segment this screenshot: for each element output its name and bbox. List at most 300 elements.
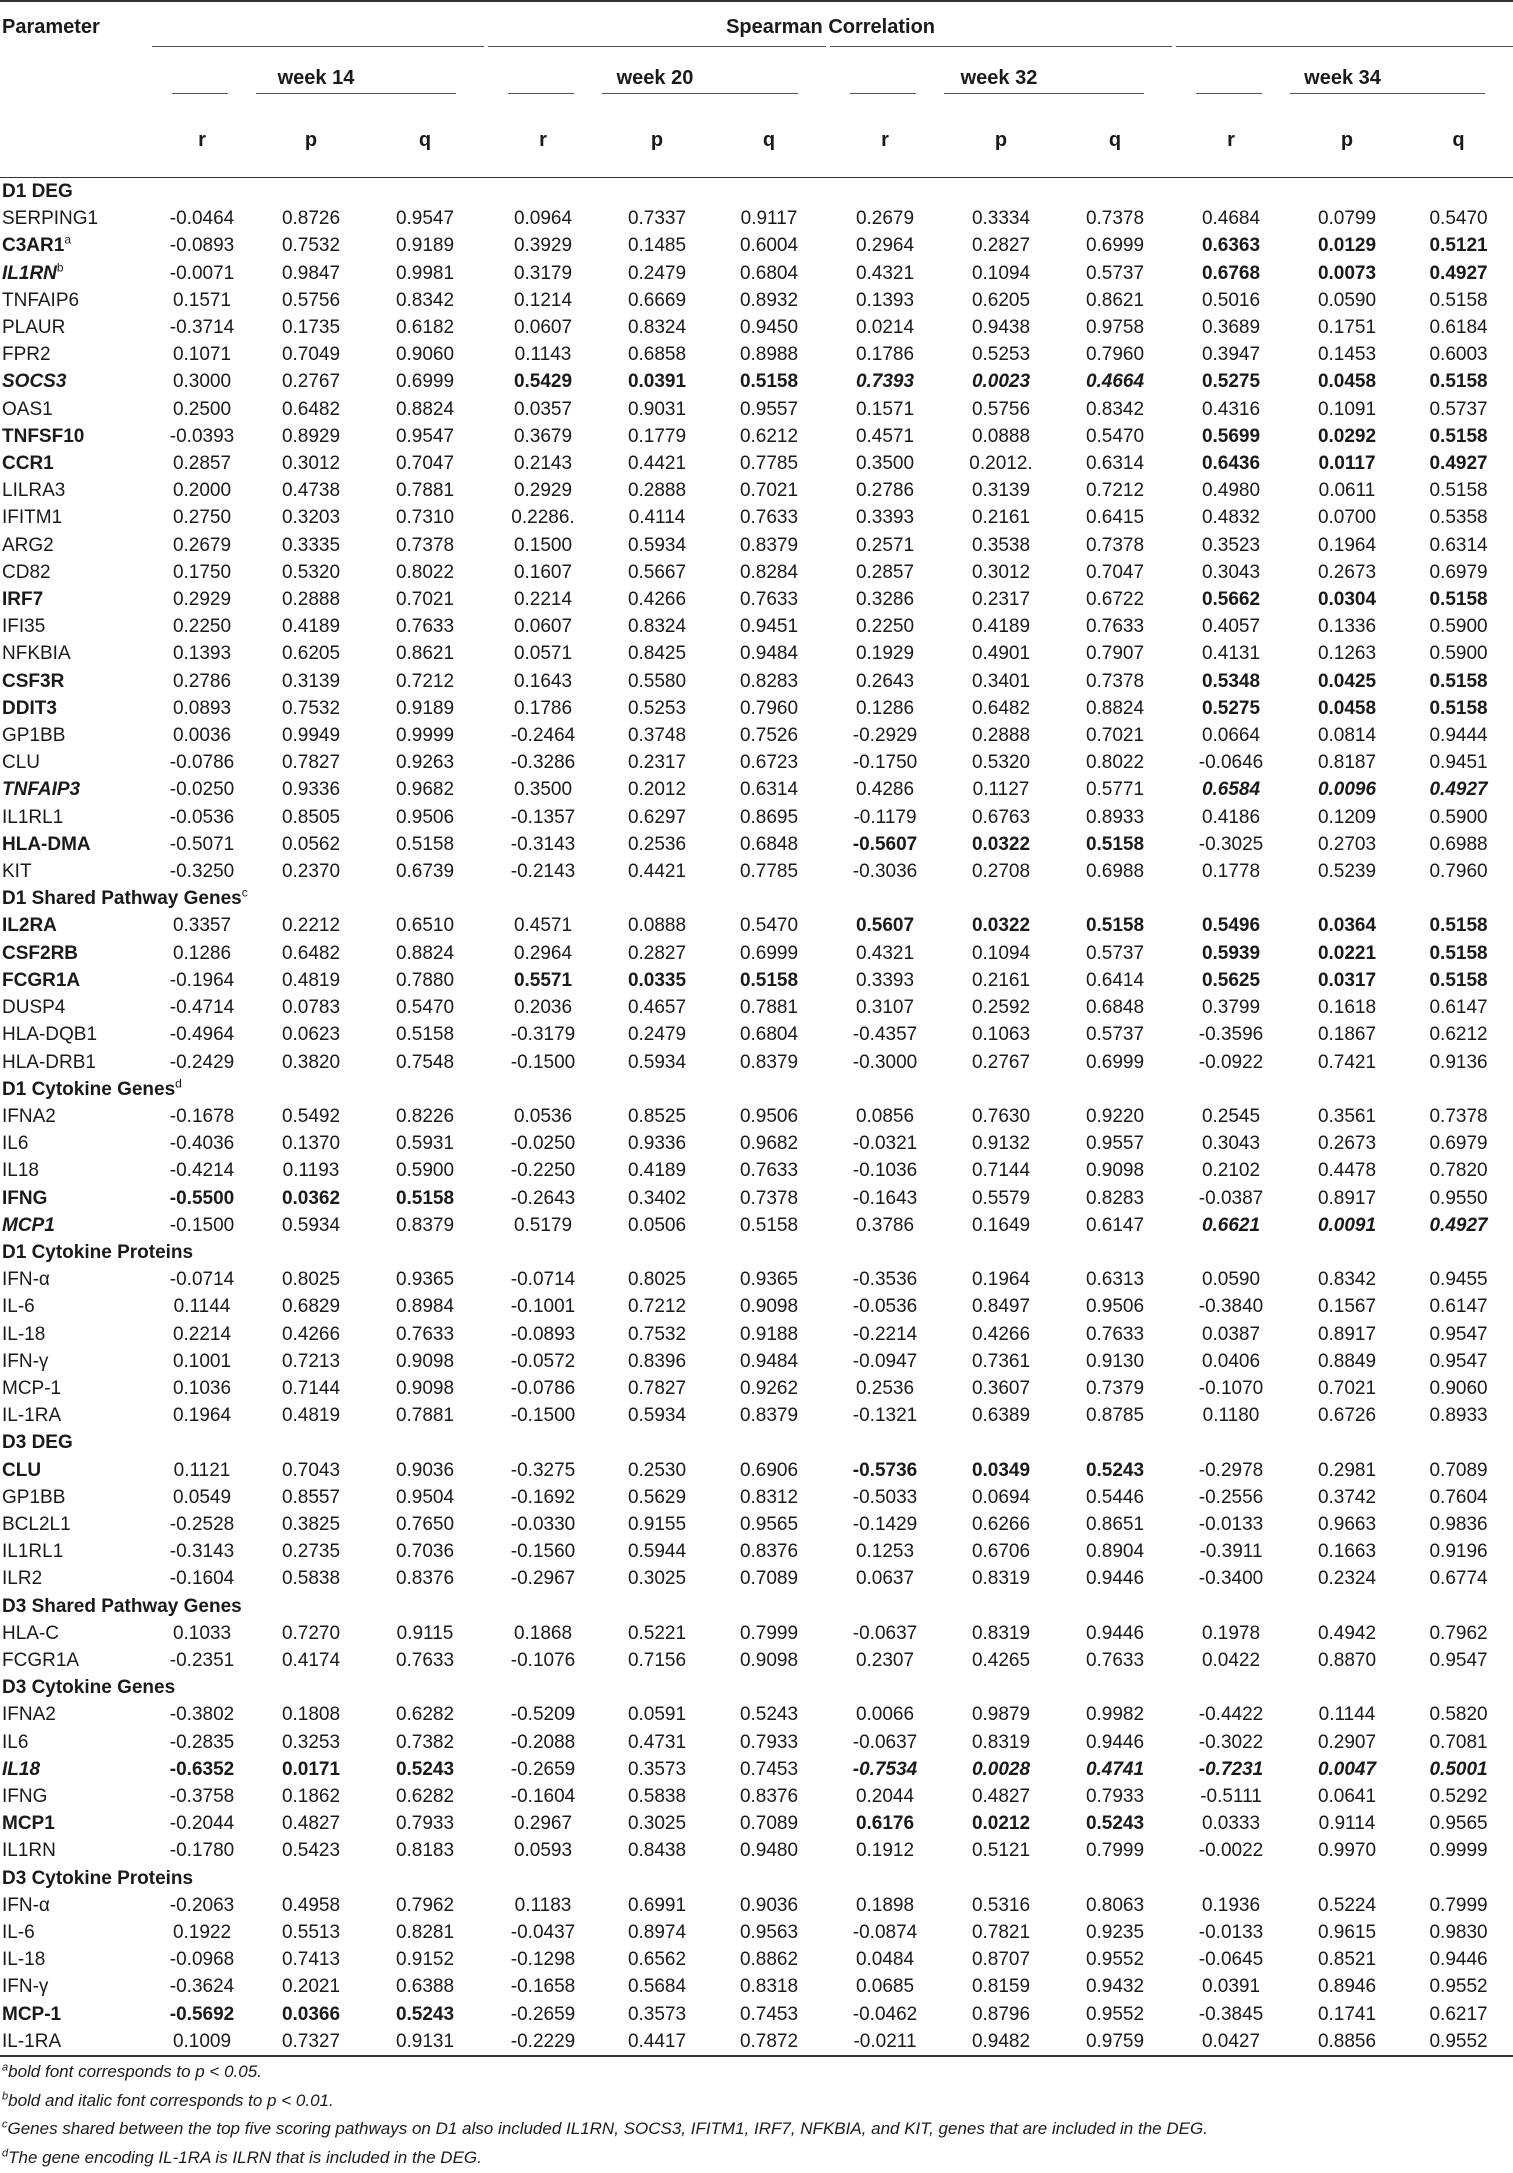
value-cell: -0.2556 (1198, 1486, 1264, 1508)
value-cell: 0.5158 (739, 969, 799, 991)
value-cell: 0.8022 (1085, 752, 1145, 774)
value-cell: -0.7534 (852, 1758, 918, 1780)
value-cell: 0.8379 (739, 1051, 799, 1073)
value-cell: 0.7036 (395, 1541, 455, 1563)
value-cell: -0.3802 (169, 1704, 235, 1726)
table-row (0, 749, 1513, 776)
value-cell: 0.7379 (1085, 1377, 1145, 1399)
week-header: week 32 (826, 52, 1172, 103)
value-cell: 0.6147 (1429, 1296, 1488, 1318)
value-cell: 0.7821 (971, 1922, 1031, 1943)
value-cell: -0.0874 (852, 1922, 918, 1943)
value-cell: 0.5900 (1429, 616, 1488, 638)
value-cell: 0.5934 (627, 1051, 687, 1073)
value-cell: 0.7213 (281, 1350, 341, 1372)
value-cell: -0.1298 (510, 1949, 576, 1971)
value-cell: -0.0211 (826, 2028, 944, 2056)
value-cell: 0.8283 (1085, 1187, 1145, 1209)
value-cell: 0.0322 (971, 915, 1031, 937)
parameter-name: ILR2 (2, 1568, 43, 1590)
value-cell: -0.4357 (852, 1024, 918, 1046)
value-cell: 0.9482 (944, 2028, 1058, 2056)
section-heading-row (0, 1076, 1513, 1103)
parameter-name: IFN-α (2, 1894, 50, 1916)
value-cell: 0.8796 (971, 2003, 1031, 2025)
parameter-name: IFNG (2, 1785, 48, 1807)
value-cell: 0.8824 (395, 942, 455, 964)
value-cell: 0.2673 (1317, 1133, 1377, 1155)
value-cell: -0.1001 (510, 1296, 576, 1318)
value-cell: 0.1393 (172, 643, 232, 665)
value-cell: 0.0023 (971, 371, 1031, 393)
value-cell: -0.0071 (169, 262, 235, 284)
table-row (0, 2028, 1513, 2056)
value-cell: 0.2536 (627, 833, 687, 855)
value-cell: 0.1808 (281, 1704, 341, 1726)
value-cell: 0.9970 (1317, 1840, 1377, 1862)
value-cell: -0.7231 (1198, 1758, 1264, 1780)
value-cell: 0.9132 (971, 1133, 1031, 1155)
parameter-name: IL-1RA (0, 2028, 148, 2056)
value-cell: 0.8281 (395, 1922, 455, 1943)
table-row (0, 1919, 1513, 1946)
value-cell: 0.6297 (627, 806, 687, 828)
value-cell: -0.2429 (169, 1051, 235, 1073)
footnote (0, 2087, 1460, 2116)
value-cell: 0.5496 (1201, 915, 1261, 937)
value-cell: 0.7413 (281, 1949, 341, 1971)
value-cell: -0.2659 (510, 2003, 576, 2025)
parameter-name: MCP-1 (2, 1377, 62, 1399)
value-cell: 0.9117 (740, 208, 798, 230)
value-cell: 0.8929 (281, 425, 341, 447)
value-cell: 0.5470 (1085, 425, 1145, 447)
value-cell: -0.3536 (852, 1269, 918, 1291)
value-cell: 0.7144 (971, 1160, 1031, 1182)
value-cell: 0.9836 (1429, 1513, 1488, 1535)
value-cell: 0.9263 (395, 752, 455, 774)
value-cell: 0.7089 (1429, 1459, 1488, 1481)
value-cell: 0.9189 (395, 697, 455, 719)
value-cell: 0.2044 (855, 1785, 915, 1807)
value-cell: 0.3253 (281, 1731, 341, 1753)
value-cell: 0.7633 (395, 1649, 455, 1671)
value-cell: -0.0250 (169, 779, 235, 801)
table-row (0, 1157, 1513, 1184)
value-cell: 0.5934 (627, 534, 687, 556)
value-cell: 0.9136 (1429, 1051, 1488, 1073)
value-cell: 0.7453 (739, 2003, 799, 2025)
value-cell: 0.9446 (1085, 1622, 1145, 1644)
stat-header: p (256, 103, 366, 178)
value-cell: 0.2021 (281, 1976, 341, 1998)
value-cell: 0.8312 (739, 1486, 799, 1508)
table-row (0, 940, 1513, 967)
value-cell: 0.9663 (1317, 1513, 1377, 1535)
value-cell: 0.3179 (513, 262, 573, 284)
value-cell: 0.2827 (627, 942, 687, 964)
value-cell: -0.2250 (510, 1160, 576, 1182)
value-cell: 0.6723 (739, 752, 799, 774)
value-cell: 0.4057 (1201, 616, 1261, 638)
value-cell: 0.5470 (395, 997, 455, 1019)
value-cell: 0.5243 (1085, 1459, 1145, 1481)
section-heading-row (0, 885, 1513, 912)
week-header: week 14 (148, 52, 484, 103)
week-header: week 20 (484, 52, 826, 103)
value-cell: 0.6314 (1085, 453, 1145, 475)
value-cell: 0.4819 (281, 1405, 341, 1427)
value-cell: 0.9547 (1429, 1649, 1488, 1671)
value-cell: 0.3012 (281, 453, 341, 475)
value-cell: 0.5158 (739, 1214, 799, 1236)
value-cell: 0.5224 (1317, 1894, 1377, 1916)
value-cell: 0.6763 (971, 806, 1031, 828)
parameter-name: IL-1RA (2, 1405, 62, 1427)
value-cell: 0.9547 (1429, 1350, 1488, 1372)
parameter-name: IL6 (2, 1133, 29, 1155)
value-cell: 0.2786 (855, 480, 915, 502)
value-cell: 0.8849 (1317, 1350, 1377, 1372)
value-cell: -0.5033 (852, 1486, 918, 1508)
value-cell: 0.0422 (1201, 1649, 1261, 1671)
value-cell: 0.2827 (971, 235, 1031, 257)
value-cell: 0.9152 (395, 1949, 455, 1971)
value-cell: 0.9455 (1429, 1269, 1488, 1291)
value-cell: 0.6991 (627, 1894, 687, 1916)
value-cell: 0.9550 (1429, 1187, 1488, 1209)
value-cell: 0.4286 (855, 779, 915, 801)
value-cell: -0.2044 (169, 1813, 235, 1835)
value-cell: 0.7156 (627, 1649, 687, 1671)
value-cell: 0.8917 (1317, 1187, 1377, 1209)
value-cell: 0.1180 (1202, 1405, 1260, 1427)
value-cell: 0.1500 (513, 534, 573, 556)
value-cell: 0.9365 (739, 1269, 799, 1291)
table-row (0, 668, 1513, 695)
value-cell: 0.5699 (1201, 425, 1261, 447)
value-cell: 0.2857 (172, 453, 232, 475)
value-cell: 0.6482 (281, 398, 341, 420)
value-cell: 0.8063 (1085, 1894, 1145, 1916)
value-cell: -0.1750 (852, 752, 918, 774)
value-cell: 0.9981 (395, 262, 455, 284)
value-cell: 0.4731 (627, 1731, 687, 1753)
value-cell: 0.9336 (281, 779, 341, 801)
section-heading: D1 Shared Pathway Genes$^c$ (2, 885, 248, 910)
value-cell: -0.2229 (484, 2028, 602, 2056)
value-cell: 0.0304 (1317, 589, 1377, 611)
value-cell: 0.1867 (1317, 1024, 1377, 1046)
section-heading-row (0, 178, 1513, 206)
value-cell: 0.0364 (1317, 915, 1377, 937)
parameter-name: BCL2L1 (2, 1513, 71, 1535)
value-cell: 0.1663 (1317, 1541, 1377, 1563)
value-cell: -0.4964 (169, 1024, 235, 1046)
value-cell: 0.0221 (1317, 942, 1377, 964)
value-cell: 0.2857 (855, 561, 915, 583)
value-cell: 0.0888 (971, 425, 1031, 447)
value-cell: 0.5275 (1201, 371, 1261, 393)
value-cell: 0.5900 (395, 1160, 455, 1182)
value-cell: 0.2786 (172, 670, 232, 692)
table-row (0, 1266, 1513, 1293)
value-cell: 0.0591 (627, 1704, 687, 1726)
table-row (0, 613, 1513, 640)
value-cell: 0.5243 (739, 1704, 799, 1726)
value-cell: 0.4316 (1201, 398, 1261, 420)
value-cell: 0.9506 (1085, 1296, 1145, 1318)
value-cell: -0.1500 (510, 1051, 576, 1073)
parameter-name: IL1RL1 (2, 1541, 64, 1563)
value-cell: 0.5737 (1085, 1024, 1145, 1046)
week-header: week 34 (1172, 52, 1513, 103)
value-cell: -0.0133 (1198, 1513, 1264, 1535)
value-cell: 0.3573 (627, 1758, 687, 1780)
value-cell: 0.0047 (1317, 1758, 1377, 1780)
value-cell: 0.1286 (172, 942, 232, 964)
value-cell: 0.7144 (281, 1377, 341, 1399)
stat-header: q (712, 103, 826, 178)
value-cell: 0.1183 (514, 1894, 572, 1916)
value-cell: 0.0427 (1172, 2028, 1290, 2056)
value-cell: 0.2036 (513, 997, 573, 1019)
value-cell: 0.0814 (1317, 725, 1377, 747)
value-cell: 0.1286 (855, 697, 915, 719)
value-cell: 0.2888 (281, 589, 341, 611)
value-cell: 0.7633 (739, 507, 799, 529)
value-cell: 0.5358 (1429, 507, 1488, 529)
value-cell: 0.3786 (855, 1214, 915, 1236)
value-cell: -0.2063 (169, 1894, 235, 1916)
value-cell: 0.5423 (281, 1840, 341, 1862)
table-row (0, 423, 1513, 450)
stat-header: q (366, 103, 484, 178)
value-cell: 0.5158 (395, 1024, 455, 1046)
table-row (0, 1375, 1513, 1402)
value-cell: 0.7532 (627, 1323, 687, 1345)
value-cell: 0.5158 (1429, 670, 1488, 692)
value-cell: 0.9552 (1085, 2003, 1145, 2025)
footnote-text: The gene encoding IL-1RA is ILRN that is included in the DEG. (8, 2147, 482, 2167)
value-cell: 0.5239 (1317, 861, 1377, 883)
value-cell: 0.7327 (256, 2028, 366, 2056)
value-cell: -0.1658 (510, 1976, 576, 1998)
value-cell: 0.8396 (627, 1350, 687, 1372)
table-row (0, 2001, 1513, 2028)
value-cell: 0.7881 (739, 997, 799, 1019)
value-cell: 0.8376 (739, 1785, 799, 1807)
value-cell: 0.7933 (395, 1813, 455, 1835)
value-cell: 0.4571 (513, 915, 573, 937)
value-cell: 0.2317 (627, 752, 687, 774)
value-cell: -0.1357 (510, 806, 576, 828)
value-cell: 0.5667 (627, 561, 687, 583)
value-cell: 0.1214 (513, 289, 573, 311)
parameter-name: CLU (2, 1459, 42, 1481)
value-cell: 0.9098 (1085, 1160, 1145, 1182)
value-cell: 0.0562 (281, 833, 341, 855)
value-cell: 0.4901 (971, 643, 1031, 665)
value-cell: 0.1453 (1317, 344, 1377, 366)
value-cell: 0.3820 (281, 1051, 341, 1073)
footnote-marker: b (2, 2089, 9, 2102)
parameter-name: IFN-α (2, 1269, 50, 1291)
value-cell: 0.7532 (281, 235, 341, 257)
value-cell: 0.8379 (395, 1214, 455, 1236)
value-cell: -0.1429 (852, 1513, 918, 1535)
value-cell: 0.5158 (1429, 942, 1488, 964)
value-cell: -0.5209 (510, 1704, 576, 1726)
value-cell: 0.5838 (281, 1568, 341, 1590)
value-cell: 0.3929 (513, 235, 573, 257)
section-heading: D1 Cytokine Proteins (2, 1241, 194, 1263)
value-cell: 0.9451 (1429, 752, 1488, 774)
value-cell: 0.7021 (1317, 1377, 1377, 1399)
value-cell: 0.6182 (395, 317, 455, 339)
value-cell: 0.1144 (1318, 1704, 1376, 1726)
value-cell: 0.5158 (1429, 425, 1488, 447)
footnote-marker: c (2, 2118, 8, 2131)
value-cell: 0.2888 (971, 725, 1031, 747)
parameter-name: IFI35 (2, 616, 46, 638)
value-cell: 0.8025 (627, 1269, 687, 1291)
value-cell: -0.3714 (169, 317, 235, 339)
footnote-marker: c (241, 885, 248, 900)
value-cell: 0.6212 (1429, 1024, 1488, 1046)
value-cell: 0.2750 (172, 507, 232, 529)
value-cell: 0.4189 (281, 616, 341, 638)
parameter-name: C3AR1$^a$ (2, 233, 71, 257)
value-cell: -0.0968 (169, 1949, 235, 1971)
value-cell: 0.5158 (1429, 697, 1488, 719)
value-cell: 0.9446 (1085, 1568, 1145, 1590)
value-cell: -0.0462 (852, 2003, 918, 2025)
parameter-name: TNFAIP6 (2, 289, 80, 311)
value-cell: 0.8707 (971, 1949, 1031, 1971)
value-cell: 0.0590 (1201, 1269, 1261, 1291)
value-cell: 0.0593 (513, 1840, 573, 1862)
value-cell: 0.2592 (971, 997, 1031, 1019)
value-cell: 0.1036 (172, 1377, 232, 1399)
value-cell: 0.9155 (627, 1513, 687, 1535)
value-cell: -0.4422 (1198, 1704, 1264, 1726)
value-cell: 0.3012 (971, 561, 1031, 583)
value-cell: 0.1571 (172, 289, 232, 311)
value-cell: 0.0893 (172, 697, 232, 719)
table-row (0, 1212, 1513, 1239)
value-cell: 0.7633 (1085, 616, 1145, 638)
value-cell: 0.5179 (513, 1214, 573, 1236)
spearman-header (148, 1, 1513, 52)
value-cell: 0.2571 (855, 534, 915, 556)
value-cell: 0.1033 (172, 1622, 232, 1644)
value-cell: 0.5158 (739, 371, 799, 393)
parameter-name: $IL1RN^b$ (2, 260, 64, 284)
value-cell: 0.6004 (739, 235, 799, 257)
stat-header: p (1290, 103, 1404, 178)
value-cell: 0.8621 (1085, 289, 1145, 311)
value-cell: 0.0664 (1201, 725, 1261, 747)
value-cell: 0.2929 (513, 480, 573, 502)
value-cell: 0.9759 (1058, 2028, 1172, 2056)
value-cell: 0.1862 (281, 1785, 341, 1807)
value-cell: 0.7089 (739, 1568, 799, 1590)
value-cell: 0.6999 (739, 942, 799, 964)
value-cell: 0.0549 (172, 1486, 232, 1508)
value-cell: 0.0391 (1201, 1976, 1261, 1998)
table-row (0, 858, 1513, 885)
value-cell: -0.1643 (852, 1187, 918, 1209)
value-cell: 0.4927 (1429, 262, 1488, 284)
value-cell: 0.5243 (395, 2003, 455, 2025)
table-body (0, 178, 1513, 2057)
value-cell: 0.7604 (1429, 1486, 1488, 1508)
value-cell: 0.9036 (739, 1894, 799, 1916)
value-cell: 0.6722 (1085, 589, 1145, 611)
table-row (0, 586, 1513, 613)
value-cell: 0.6003 (1429, 344, 1488, 366)
value-cell: 0.0425 (1317, 670, 1377, 692)
value-cell: -0.0922 (1198, 1051, 1264, 1073)
value-cell: 0.2102 (1201, 1160, 1261, 1182)
value-cell: 0.5662 (1201, 589, 1261, 611)
table-row (0, 450, 1513, 477)
value-cell: 0.2250 (172, 616, 232, 638)
value-cell: 0.4827 (281, 1813, 341, 1835)
table-row (0, 477, 1513, 504)
header-rule (1176, 46, 1513, 47)
value-cell: 0.0536 (513, 1105, 573, 1127)
value-cell: 0.5275 (1201, 697, 1261, 719)
footnote-marker: d (2, 2146, 9, 2159)
value-cell: 0.4827 (971, 1785, 1031, 1807)
value-cell: -0.3000 (852, 1051, 918, 1073)
value-cell: 0.4741 (1085, 1758, 1145, 1780)
value-cell: 0.5158 (395, 833, 455, 855)
value-cell: 0.3561 (1317, 1105, 1377, 1127)
value-cell: 0.6669 (627, 289, 687, 311)
value-cell: 0.7933 (739, 1731, 799, 1753)
parameter-name: IFN-γ (2, 1976, 49, 1998)
value-cell: -0.0947 (852, 1350, 918, 1372)
value-cell: 0.6999 (1085, 1051, 1145, 1073)
table-row (0, 1892, 1513, 1919)
table-row (0, 831, 1513, 858)
value-cell: -0.1076 (510, 1649, 576, 1671)
value-cell: -0.2214 (852, 1323, 918, 1345)
table-row (0, 1973, 1513, 2000)
value-cell: 0.8785 (1085, 1405, 1145, 1427)
value-cell: 0.9982 (1085, 1704, 1145, 1726)
footnote-marker: d (175, 1076, 182, 1091)
value-cell: 0.7633 (739, 589, 799, 611)
value-cell: 0.1750 (172, 561, 232, 583)
value-cell: 0.7999 (739, 1622, 799, 1644)
parameter-name: HLA-DRB1 (2, 1051, 96, 1073)
parameter-name: IFNA2 (2, 1105, 56, 1127)
value-cell: 0.0571 (513, 643, 573, 665)
value-cell: -0.0250 (510, 1133, 576, 1155)
value-cell: -0.1678 (169, 1105, 235, 1127)
value-cell: -0.3275 (510, 1459, 576, 1481)
table-row (0, 1348, 1513, 1375)
value-cell: 0.9036 (395, 1459, 455, 1481)
value-cell: -0.0393 (169, 425, 235, 447)
parameter-name: LILRA3 (2, 480, 66, 502)
section-heading: D3 Cytokine Genes (2, 1677, 176, 1699)
table-row (0, 1130, 1513, 1157)
